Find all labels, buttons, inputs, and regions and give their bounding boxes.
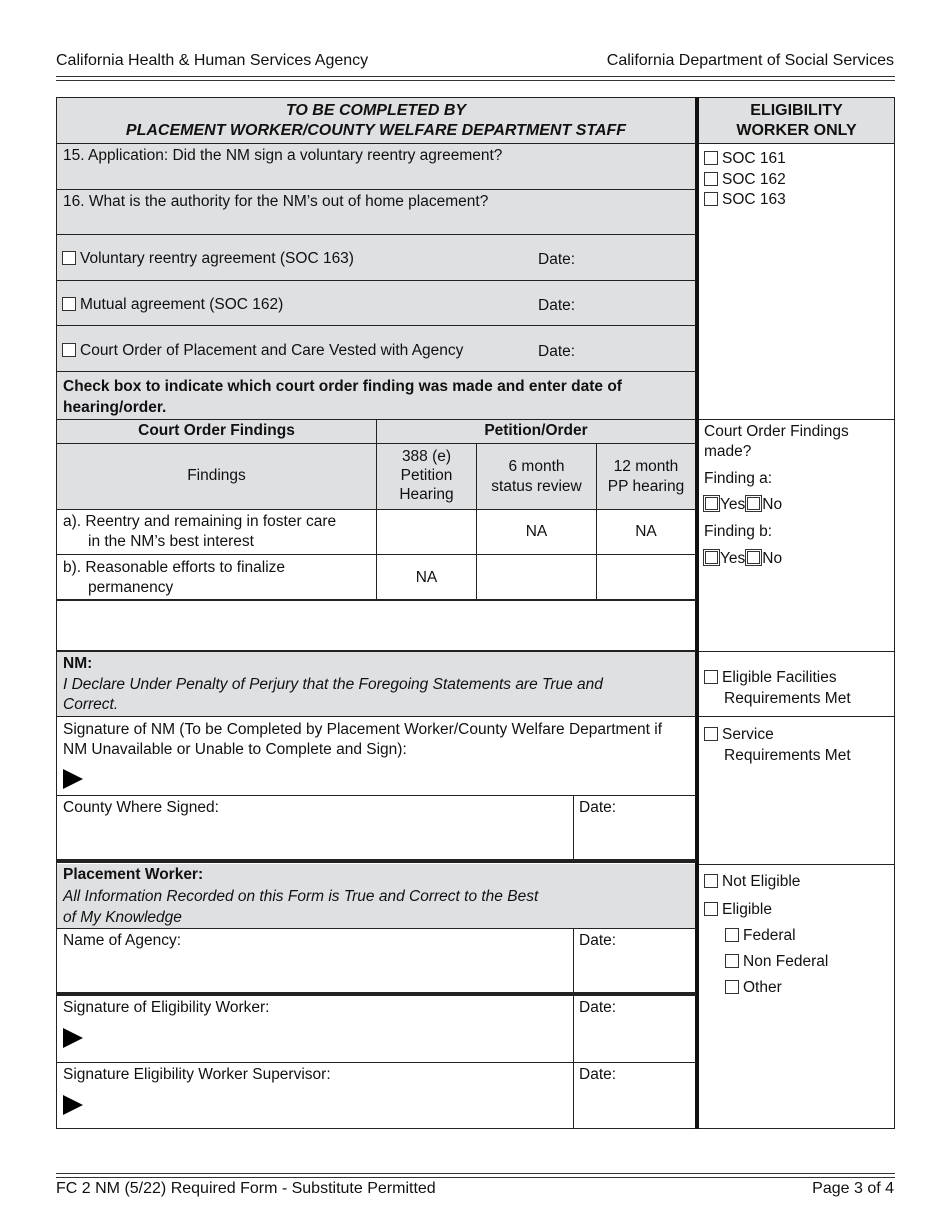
rule: [56, 280, 696, 281]
soc-label: SOC 163: [722, 191, 786, 208]
sub-12mo: [597, 457, 695, 497]
soc-options: [704, 149, 786, 211]
title-line-1: TO BE COMPLETED BY: [285, 102, 467, 119]
sub-12mo-line: PP hearing: [607, 478, 685, 495]
rule: [56, 928, 696, 929]
option-court: [62, 342, 463, 360]
voluntary-date-label: Date:: [538, 251, 576, 268]
finding-b-yes-checkbox[interactable]: [703, 549, 720, 566]
soc-label: SOC 162: [722, 170, 786, 188]
nm-signature-label: Signature of NM (To be Completed by Placement Worker/County Welfare Department if NM Unavailable or Unable to Complete and Sign):: [63, 721, 663, 758]
service-requirements: [704, 724, 851, 766]
ew-title: [699, 101, 894, 141]
pw-top-rule: [56, 859, 696, 863]
voluntary-label: Voluntary reentry agreement (SOC 163): [80, 250, 354, 267]
footer-rule-1: [56, 1173, 895, 1174]
nm-top-rule: [56, 650, 696, 652]
column-divider: [695, 97, 699, 1129]
federal-checkbox[interactable]: [725, 928, 739, 942]
soc-163-checkbox[interactable]: [704, 192, 718, 206]
ew-top-rule: [56, 992, 696, 996]
rule: [699, 716, 895, 717]
eligible-facilities: [704, 667, 851, 709]
rule: [56, 716, 696, 717]
page-number: Page 3 of 4: [812, 1180, 894, 1197]
not-eligible-label: Not Eligible: [722, 873, 801, 890]
no-label: No: [762, 550, 783, 567]
rule: [56, 371, 696, 372]
agency-header: California Health & Human Services Agency: [56, 52, 369, 69]
row-a-6mo: NA: [525, 523, 548, 540]
sub-6mo-line: 6 month: [508, 458, 565, 475]
footer-rule-2: [56, 1177, 895, 1178]
county-label: County Where Signed:: [63, 799, 219, 816]
ews-signature-arrow-icon[interactable]: [63, 1095, 83, 1120]
row-a-label: [63, 512, 336, 552]
court-label: Court Order of Placement and Care Vested with Agency: [80, 342, 464, 359]
rule: [56, 143, 696, 144]
sub-388-line: 388 (e): [401, 448, 452, 465]
non-federal-checkbox[interactable]: [725, 954, 739, 968]
agency-label: Name of Agency:: [63, 932, 182, 949]
form-title: [57, 101, 695, 141]
soc-option: [704, 149, 786, 170]
col-header-petition: Petition/Order: [484, 422, 588, 439]
other-label: Other: [743, 979, 782, 996]
eligible-checkbox[interactable]: [704, 902, 718, 916]
question-16: 16. What is the authority for the NM’s out of home placement?: [63, 193, 489, 210]
sub-6mo: [477, 457, 596, 497]
county-date-label: Date:: [579, 799, 617, 816]
row-b-388: NA: [415, 569, 438, 586]
row-b-line: b). Reasonable efforts to finalize: [63, 559, 286, 576]
sub-388-line: Petition: [400, 467, 453, 484]
ew-title-line: WORKER ONLY: [736, 122, 857, 139]
sub-12mo-line: 12 month: [613, 458, 679, 475]
voluntary-checkbox[interactable]: [62, 251, 76, 265]
finding-a-label: Finding a:: [704, 470, 773, 487]
form-id-footer: FC 2 NM (5/22) Required Form - Substitute Permitted: [56, 1180, 436, 1197]
rule: [573, 928, 574, 1129]
rule: [699, 143, 895, 144]
findings-question-line: made?: [704, 443, 752, 460]
rule: [56, 795, 696, 796]
eligible-option: [704, 901, 772, 919]
findings-question: [704, 422, 849, 462]
soc-label: SOC 161: [722, 150, 786, 167]
pw-declaration-line: All Information Recorded on this Form is True and Correct to the Best: [63, 888, 539, 905]
question-15: 15. Application: Did the NM sign a voluntary reentry agreement?: [63, 147, 503, 164]
ew-title-line: ELIGIBILITY: [750, 102, 843, 119]
rule: [699, 864, 895, 865]
header-rule-2: [56, 80, 895, 81]
check-instruction: Check box to indicate which court order finding was made and enter date of hearing/order.: [63, 378, 622, 416]
soc-option: [704, 170, 786, 191]
rule: [56, 325, 696, 326]
sub-6mo-line: status review: [491, 478, 582, 495]
rule: [699, 419, 895, 420]
service-line: Requirements Met: [724, 747, 851, 764]
yes-label: Yes: [720, 550, 746, 567]
non-federal-label: Non Federal: [743, 953, 829, 970]
ews-signature-label: Signature Eligibility Worker Supervisor:: [63, 1066, 331, 1083]
nm-declaration: I Declare Under Penalty of Perjury that the Foregoing Statements are True and Correct.: [63, 676, 603, 713]
finding-a-options: [703, 495, 782, 514]
agency-date-label: Date:: [579, 932, 617, 949]
department-header: California Department of Social Services: [606, 52, 894, 69]
yes-label: Yes: [720, 496, 746, 513]
ew-date-label: Date:: [579, 999, 617, 1016]
rule: [56, 1062, 696, 1063]
not-eligible-option: [704, 873, 800, 891]
nm-signature-arrow-icon[interactable]: [63, 769, 83, 794]
no-label: No: [762, 496, 783, 513]
ews-date-label: Date:: [579, 1066, 617, 1083]
pw-declaration-line: of My Knowledge: [63, 909, 182, 926]
col-header-findings: Court Order Findings: [138, 422, 295, 439]
finding-b-options: [703, 549, 782, 568]
sub-388: [377, 447, 476, 504]
finding-b-label: Finding b:: [704, 523, 773, 540]
row-b-line: permanency: [88, 579, 174, 596]
rule: [699, 651, 895, 652]
service-requirements-checkbox[interactable]: [704, 727, 718, 741]
mutual-checkbox[interactable]: [62, 297, 76, 311]
court-checkbox[interactable]: [62, 343, 76, 357]
finding-b-no-checkbox[interactable]: [745, 549, 762, 566]
eligible-label: Eligible: [722, 901, 772, 918]
soc-option: [704, 190, 786, 211]
rule: [56, 234, 696, 235]
not-eligible-checkbox[interactable]: [704, 874, 718, 888]
sub-388-line: Hearing: [399, 486, 454, 503]
row-a-12mo: NA: [635, 523, 657, 540]
row-a-line: in the NM’s best interest: [88, 533, 254, 550]
eligible-facilities-checkbox[interactable]: [704, 670, 718, 684]
row-b-label: [63, 558, 285, 598]
ew-signature-arrow-icon[interactable]: [63, 1028, 83, 1053]
federal-label: Federal: [743, 927, 796, 944]
findings-question-line: Court Order Findings: [704, 423, 849, 440]
service-line: Service: [722, 726, 774, 743]
court-date-label: Date:: [538, 343, 576, 360]
sub-findings: Findings: [187, 467, 246, 484]
eligible-facilities-line: Eligible Facilities: [722, 669, 837, 686]
soc-162-checkbox[interactable]: [704, 172, 718, 186]
rule: [56, 189, 696, 190]
other-checkbox[interactable]: [725, 980, 739, 994]
rule: [573, 795, 574, 860]
finding-a-no-checkbox[interactable]: [745, 495, 762, 512]
option-voluntary: [62, 250, 354, 268]
pw-label: Placement Worker:: [63, 866, 204, 883]
header-rule-1: [56, 76, 895, 77]
finding-a-yes-checkbox[interactable]: [703, 495, 720, 512]
other-option: [725, 979, 782, 997]
title-line-2: PLACEMENT WORKER/COUNTY WELFARE DEPARTMENT STAFF: [125, 122, 627, 139]
soc-161-checkbox[interactable]: [704, 151, 718, 165]
option-mutual: [62, 296, 283, 314]
mutual-date-label: Date:: [538, 297, 576, 314]
pw-declaration: [63, 886, 538, 928]
federal-option: [725, 927, 796, 945]
ew-signature-label: Signature of Eligibility Worker:: [63, 999, 270, 1016]
mutual-label: Mutual agreement (SOC 162): [80, 296, 284, 313]
row-a-line: a). Reentry and remaining in foster care: [63, 513, 337, 530]
non-federal-option: [725, 953, 828, 971]
nm-label: NM:: [63, 655, 93, 672]
eligible-facilities-line: Requirements Met: [724, 690, 851, 707]
